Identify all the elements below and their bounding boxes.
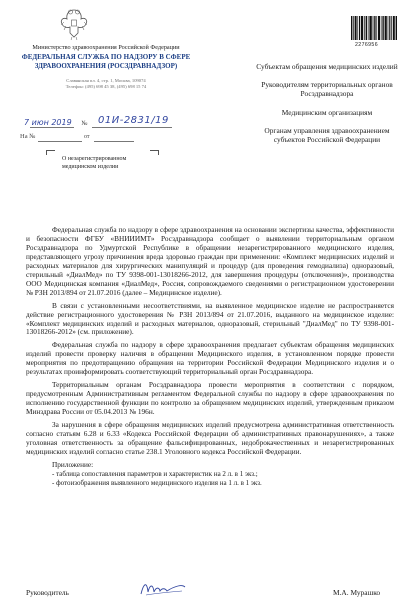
recipient: Субъектам обращения медицинских изделий	[256, 62, 398, 71]
subject-bracket-left	[46, 150, 55, 155]
coat-of-arms-emblem	[58, 6, 90, 42]
body-paragraph: Федеральная служба по надзору в сфере здравоохранения предлагает субъектам обращения медицинских изделий провести проверку наличия в обращении Медицинского изделия, в установленном порядке провести мероприятия по предотвращению обращения на территории Российской Федерации Медицинского изделия и о результатах проинформировать соответствующий территориальный орган Росздравнадзора.	[26, 340, 394, 377]
recipient: Руководителям территориальных органов Росздравнадзора	[261, 80, 393, 99]
body-paragraph: Территориальным органам Росздравнадзора провести мероприятия в соответствии с порядком, предусмотренным Административным регламентом Федеральной службы по надзору в сфере здравоохранения по исполнению государственной функции по контролю за обращением медицинских изделий, утвержденным приказом Минздрава России от 05.04.2013 № 196н.	[26, 380, 394, 417]
body-paragraph: В связи с установленными несоответствиями, на выявленное медицинское изделие не распространяется действие регистрационного удостоверения № РЗН 2013/894 от 21.07.2016, выданного на медицинское изделие: «Комплект медицинских изделий и расходных материалов, одноразовый, стерильный "ДиалМед" по ТУ 9398-001-13018266-2012» (см. приложение).	[26, 300, 394, 337]
reference-number-line	[38, 141, 82, 142]
barcode-image	[351, 16, 397, 40]
barcode-number: 2276956	[355, 42, 378, 48]
letter-number: 01И-2831/19	[98, 115, 169, 126]
recipient: Медицинским организациям	[281, 107, 373, 117]
letter-body	[26, 226, 394, 488]
attachment-item: - таблица сопоставления параметров и характеристик на 2 л. в 1 экз.;	[52, 469, 258, 478]
recipient: Органам управления здравоохранением субъектов Российской Федерации	[264, 125, 390, 145]
recipients-block	[252, 62, 402, 153]
letter-date-row	[24, 118, 88, 127]
number-prefix: №	[81, 120, 88, 127]
attachment-label: Приложение:	[52, 459, 94, 469]
number-underline	[92, 127, 172, 128]
handwritten-signature	[138, 578, 188, 598]
signer-name: М.А. Мурашко	[333, 588, 381, 597]
letter-date: 7 июн 2019	[24, 118, 72, 127]
reference-date-line	[94, 141, 134, 142]
reference-label: На №	[20, 133, 36, 140]
reference-date-label: от	[84, 134, 90, 140]
date-underline	[30, 127, 74, 128]
subject-bracket-right	[150, 150, 159, 155]
body-paragraph: За нарушения в сфере обращения медицинских изделий предусмотрена административная ответственность согласно статьям 6.28 и 6.33 «Кодекса Российской Федерации об административных правонарушениях», а также уголовная ответственность за обращение фальсифицированных, недоброкачественных и незарегистрированных медицинских изделий согласно статье 238.1 Уголовного кодекса Российской Федерации.	[26, 420, 394, 456]
address-line-1: Славянская пл. 4, стр. 1, Москва, 109074	[66, 77, 146, 83]
attachment-item: - фотоизображения выявленного медицинского изделия на 1 л. в 1 экз.	[52, 478, 262, 487]
ministry-name: Министерство здравоохранения Российской Федерации	[32, 44, 180, 51]
service-name: ФЕДЕРАЛЬНАЯ СЛУЖБА ПО НАДЗОРУ В СФЕРЕ ЗДРАВООХРАНЕНИЯ (РОСЗДРАВНАДЗОР)	[21, 53, 191, 70]
sender-block	[16, 44, 196, 90]
signer-role: Руководитель	[26, 588, 69, 597]
body-paragraph: Федеральная служба по надзору в сфере здравоохранения на основании экспертизы качества, эффективности и безопасности ФГБУ «ВНИИИМТ» Росздравнадзора сообщает о выявлении территориальным органом Росздравнадзора по Удмуртской Республике в обращении незарегистрированного медицинского изделия, представляющего угрозу причинения вреда здоровью граждан при применении: «Комплект медицинских изделий и расходных материалов для хирургических манипуляций и процедур (для проведения гемодиализа) одноразовый, стерильный «ДиалМед» по ТУ 9398-001-13018266-2012, для завершения процедуры (отключения)», производства ООО Медицинская компания «ДиалМед», Россия, сопровождаемого сведениями о регистрационном удостоверении № РЗН 2013/894 от 21.07.2016 (далее – Медицинское изделие).	[26, 225, 394, 297]
letter-subject: О незарегистрированном медицинском изделии	[62, 156, 127, 170]
address-line-2: Телефон: (495) 698 45 38, (495) 698 15 74	[65, 83, 147, 89]
